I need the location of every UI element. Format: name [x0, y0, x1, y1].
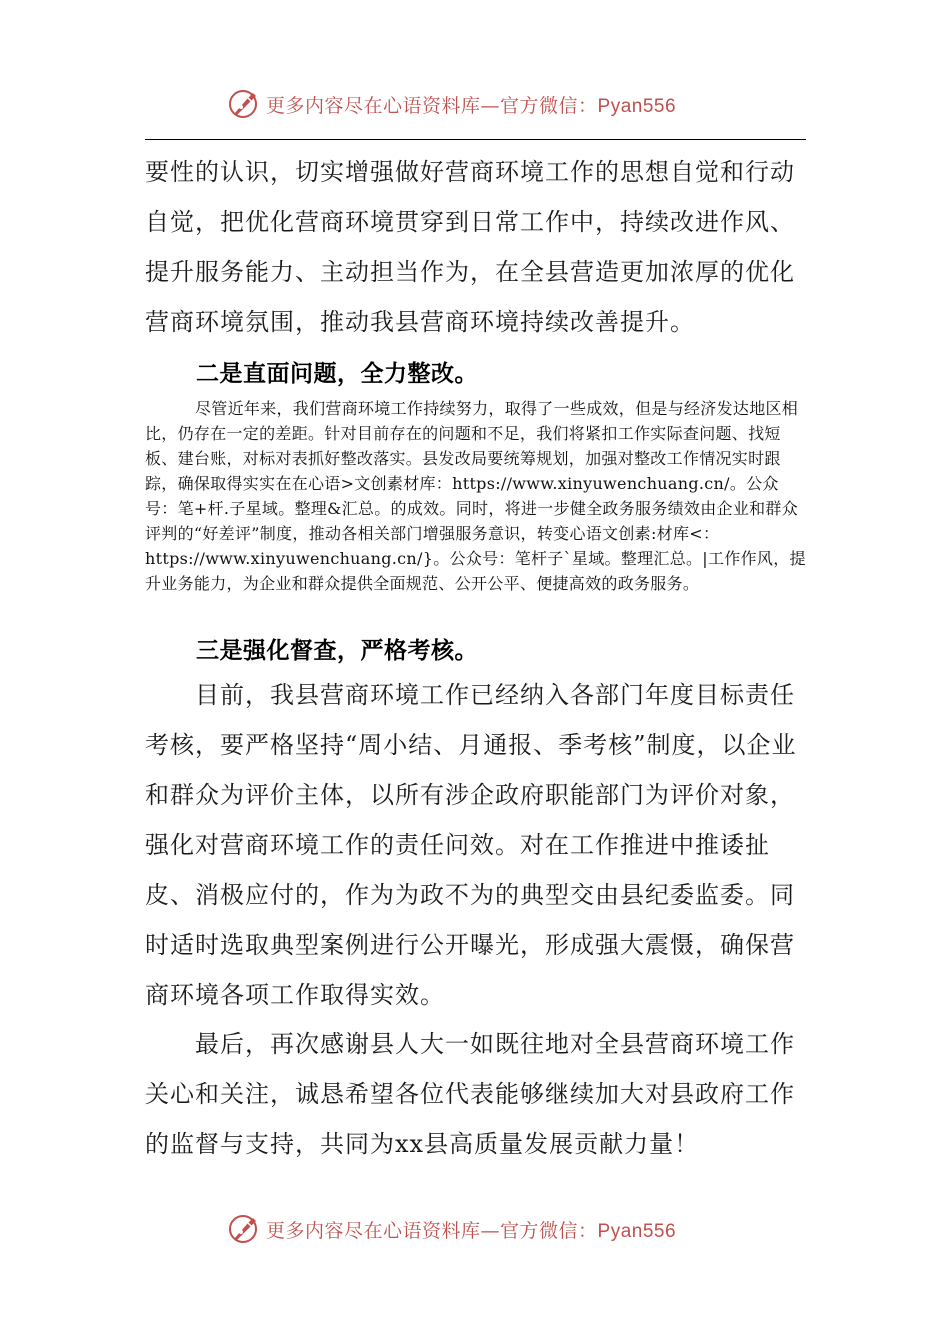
- wechat-id: Pyan556: [597, 95, 677, 117]
- header-banner: [228, 84, 676, 124]
- paragraph-2: 尽管近年来，我们营商环境工作持续努力，取得了一些成效，但是与经济发达地区相比，仍存在一定的差距。针对目前存在的问题和不足，我们将紧扣工作实际查问题、找短板、建台账，对标对表抓好整改落实。县发改局要统筹规划，加强对整改工作情况实时跟踪，确保取得实实在在心语>文创素材库：https://www.xinyuwenchuang.cn/。公众号：笔+杆.子星域。整理&汇总。的成效。同时，将进一步健全政务服务绩效由企业和群众评判的“好差评”制度，推动各相关部门增强服务意识，转变心语文创素:材库<：https://www.xinyuwenchuang.cn/}。公众号：笔杆子`星域。整理汇总。|工作作风，提升业务能力，为企业和群众提供全面规范、公开公平、便捷高效的政务服务。: [145, 399, 806, 593]
- paragraph-1: 要性的认识，切实增强做好营商环境工作的思想自觉和行动自觉，把优化营商环境贯穿到日常工作中，持续改进作风、提升服务能力、主动担当作为，在全县营造更加浓厚的优化营商环境氛围，推动我县营商环境持续改善提升。: [145, 158, 795, 336]
- header-banner-text: [266, 91, 676, 118]
- paragraph-4: 最后，再次感谢县人大一如既往地对全县营商环境工作关心和关注，诚恳希望各位代表能够继续加大对县政府工作的监督与支持，共同为xx县高质量发展贡献力量！: [145, 1030, 795, 1158]
- section-heading-2: 二是直面问题，全力整改。: [196, 361, 478, 387]
- footer-banner: [228, 1209, 676, 1249]
- header-divider: [145, 139, 806, 140]
- banner-slogan: 更多内容尽在心语资料库—官方微信：: [266, 94, 598, 117]
- pen-nib-icon: [228, 1212, 262, 1246]
- wechat-id: Pyan556: [597, 1220, 677, 1242]
- paragraph-3: 目前，我县营商环境工作已经纳入各部门年度目标责任考核，要严格坚持“周小结、月通报、季考核”制度，以企业和群众为评价主体，以所有涉企政府职能部门为评价对象，强化对营商环境工作的责任问效。对在工作推进中推诿扯皮、消极应付的，作为为政不为的典型交由县纪委监委。同时适时选取典型案例进行公开曝光，形成强大震慑，确保营商环境各项工作取得实效。: [145, 681, 797, 1009]
- section-heading-3: 三是强化督查，严格考核。: [196, 638, 478, 664]
- footer-banner-text: [266, 1216, 676, 1243]
- banner-slogan: 更多内容尽在心语资料库—官方微信：: [266, 1219, 598, 1242]
- pen-nib-icon: [228, 87, 262, 121]
